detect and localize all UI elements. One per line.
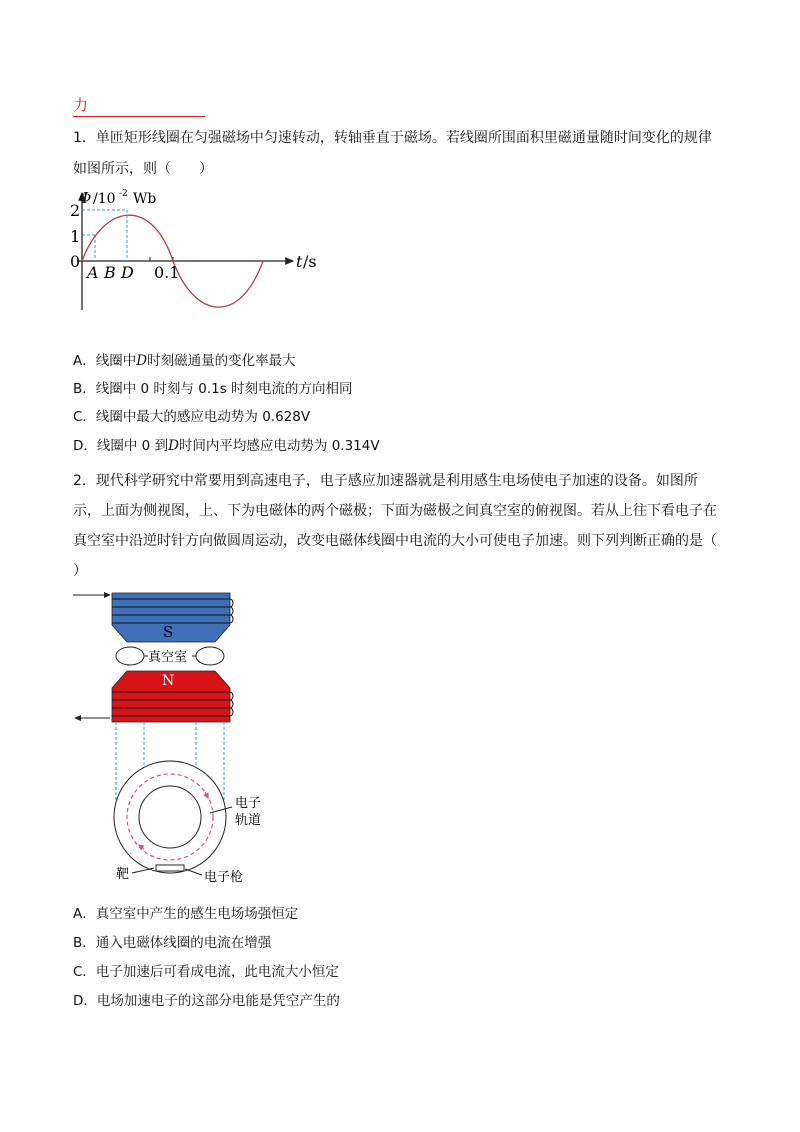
x-label-unit: /s (303, 252, 317, 271)
electron-accelerator-figure (70, 585, 290, 890)
orbit-label-1: 电子 (235, 796, 262, 811)
flux-time-graph (65, 185, 325, 315)
y-label-phi: Φ (79, 189, 92, 207)
y-tick-1: 1 (70, 227, 81, 246)
electron-gun (156, 865, 184, 871)
q2-option-d[interactable]: D．电场加速电子的这部分电能是凭空产生的 (73, 993, 340, 1009)
y-tick-0: 0 (70, 252, 81, 271)
coil-loop (230, 599, 233, 623)
q1-number: 1． (73, 130, 96, 146)
electron-gun-label: 电子枪 (204, 870, 244, 885)
q2-stem-line3: 真空室中沿逆时针方向做圆周运动，改变电磁体线圈中电流的大小可使电子加速。则下列判断正确的是（ (73, 533, 717, 549)
n-pole-label: N (162, 673, 175, 689)
y-label-unit: /10 (93, 191, 116, 207)
vacuum-chamber-left (116, 647, 144, 665)
gun-leader (185, 869, 202, 875)
y-tick-2: 2 (70, 201, 81, 220)
q2-option-a[interactable]: A．真空室中产生的感生电场场强恒定 (73, 906, 299, 922)
q1-option-d[interactable]: D．线圈中 0 到D时间内平均感应电动势为 0.314V (73, 438, 380, 454)
chamber-inner-ring (139, 786, 201, 848)
s-pole-label: S (163, 623, 174, 641)
target-label: 靶 (116, 867, 130, 882)
target-leader (132, 868, 154, 873)
q1-stem-line2: 如图所示，则（ ） (73, 161, 213, 177)
x-tick-b: B (104, 263, 116, 282)
q2-stem-line1: 2．现代科学研究中常要用到高速电子，电子感应加速器就是利用感生电场使电子加速的设备。如图所 (73, 473, 698, 489)
header-mark: 力 (73, 96, 205, 117)
y-label-wb: Wb (133, 191, 157, 207)
x-label-t: t (296, 252, 303, 271)
q1-option-b[interactable]: B．线圈中 0 时刻与 0.1s 时刻电流的方向相同 (73, 381, 353, 397)
x-tick-a: A (87, 263, 99, 282)
q2-stem-line2: 示，上面为侧视图，上、下为电磁体的两个磁极；下面为磁极之间真空室的俯视图。若从上往下看电子在 (73, 503, 717, 519)
q2-number: 2． (73, 473, 96, 489)
vacuum-chamber-label: 真空室 (148, 650, 188, 665)
x-tick-0.1: 0.1 (154, 263, 180, 282)
coil-loop (230, 692, 233, 716)
q2-option-b[interactable]: B．通入电磁体线圈的电流在增强 (73, 935, 272, 951)
q2-stem-line4: ） (73, 563, 87, 579)
x-tick-d: D (121, 263, 134, 282)
vacuum-chamber-right (196, 647, 224, 665)
y-label-exp: -2 (119, 189, 128, 199)
q1-option-a[interactable]: A．线圈中D时刻磁通量的变化率最大 (73, 353, 296, 369)
q1-option-c[interactable]: C．线圈中最大的感应电动势为 0.628V (73, 409, 311, 425)
q2-option-c[interactable]: C．电子加速后可看成电流，此电流大小恒定 (73, 964, 339, 980)
orbit-label-2: 轨道 (235, 813, 262, 828)
q1-stem-line1: 1．单匝矩形线圈在匀强磁场中匀速转动，转轴垂直于磁场。若线圈所围面积里磁通量随时间变化的规律 (73, 130, 712, 146)
